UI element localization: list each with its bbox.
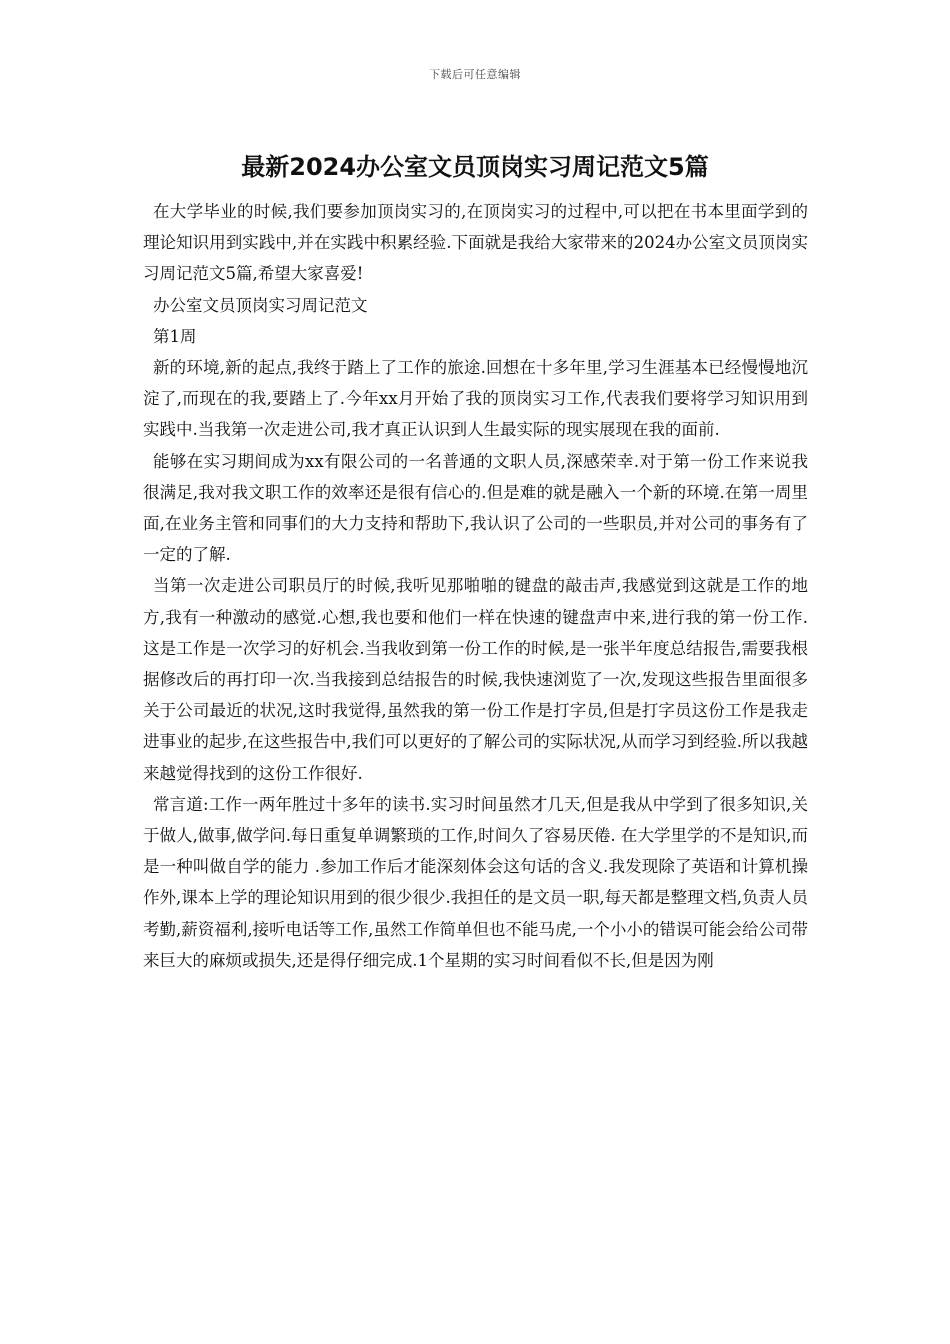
document-body [143, 196, 808, 976]
document-title: 最新2024办公室文员顶岗实习周记范文5篇 [241, 153, 709, 181]
body-paragraph: 能够在实习期间成为xx有限公司的一名普通的文职人员,深感荣幸.对于第一份工作来说我很满足,我对我文职工作的效率还是很有信心的.但是难的就是融入一个新的环境.在第一周里面,在业务主管和同事们的大力支持和帮助下,我认识了公司的一些职员,并对公司的事务有了一定的了解. [143, 451, 808, 565]
body-paragraph: 常言道:工作一两年胜过十多年的读书.实习时间虽然才几天,但是我从中学到了很多知识,关于做人,做事,做学问.每日重复单调繁琐的工作,时间久了容易厌倦. 在大学里学的不是知识,而是一种叫做自学的能力 .参加工作后才能深刻体会这句话的含义.我发现除了英语和计算机操作外,课本上学的理论知识用到的很少很少.我担任的是文员一职,每天都是整理文档,负责人员考勤,薪资福利,接听电话等工作,虽然工作简单但也不能马虎,一个小小的错误可能会给公司带来巨大的麻烦或损失,还是得仔细完成.1个星期的实习时间看似不长,但是因为刚 [143, 794, 808, 970]
week-heading: 第1周 [153, 326, 197, 346]
intro-paragraph: 在大学毕业的时候,我们要参加顶岗实习的,在顶岗实习的过程中,可以把在书本里面学到的理论知识用到实践中,并在实践中积累经验.下面就是我给大家带来的2024办公室文员顶岗实习周记范文5篇,希望大家喜爱! [143, 202, 808, 284]
body-paragraph: 当第一次走进公司职员厅的时候,我听见那啪啪的键盘的敲击声,我感觉到这就是工作的地方,我有一种激动的感觉.心想,我也要和他们一样在快速的键盘声中来,进行我的第一份工作.这是工作是一次学习的好机会.当我收到第一份工作的时候,是一张半年度总结报告,需要我根据修改后的再打印一次.当我接到总结报告的时候,我快速浏览了一次,发现这些报告里面很多关于公司最近的状况,这时我觉得,虽然我的第一份工作是打字员,但是打字员这份工作是我走进事业的起步,在这些报告中,我们可以更好的了解公司的实际状况,从而学习到经验.所以我越来越觉得找到的这份工作很好. [143, 576, 808, 783]
section-heading: 办公室文员顶岗实习周记范文 [153, 295, 368, 315]
header-note: 下载后可任意编辑 [429, 68, 521, 81]
body-paragraph: 新的环境,新的起点,我终于踏上了工作的旅途.回想在十多年里,学习生涯基本已经慢慢地沉淀了,而现在的我,要踏上了.今年xx月开始了我的顶岗实习工作,代表我们要将学习知识用到实践中.当我第一次走进公司,我才真正认识到人生最实际的现实展现在我的面前. [143, 358, 808, 440]
